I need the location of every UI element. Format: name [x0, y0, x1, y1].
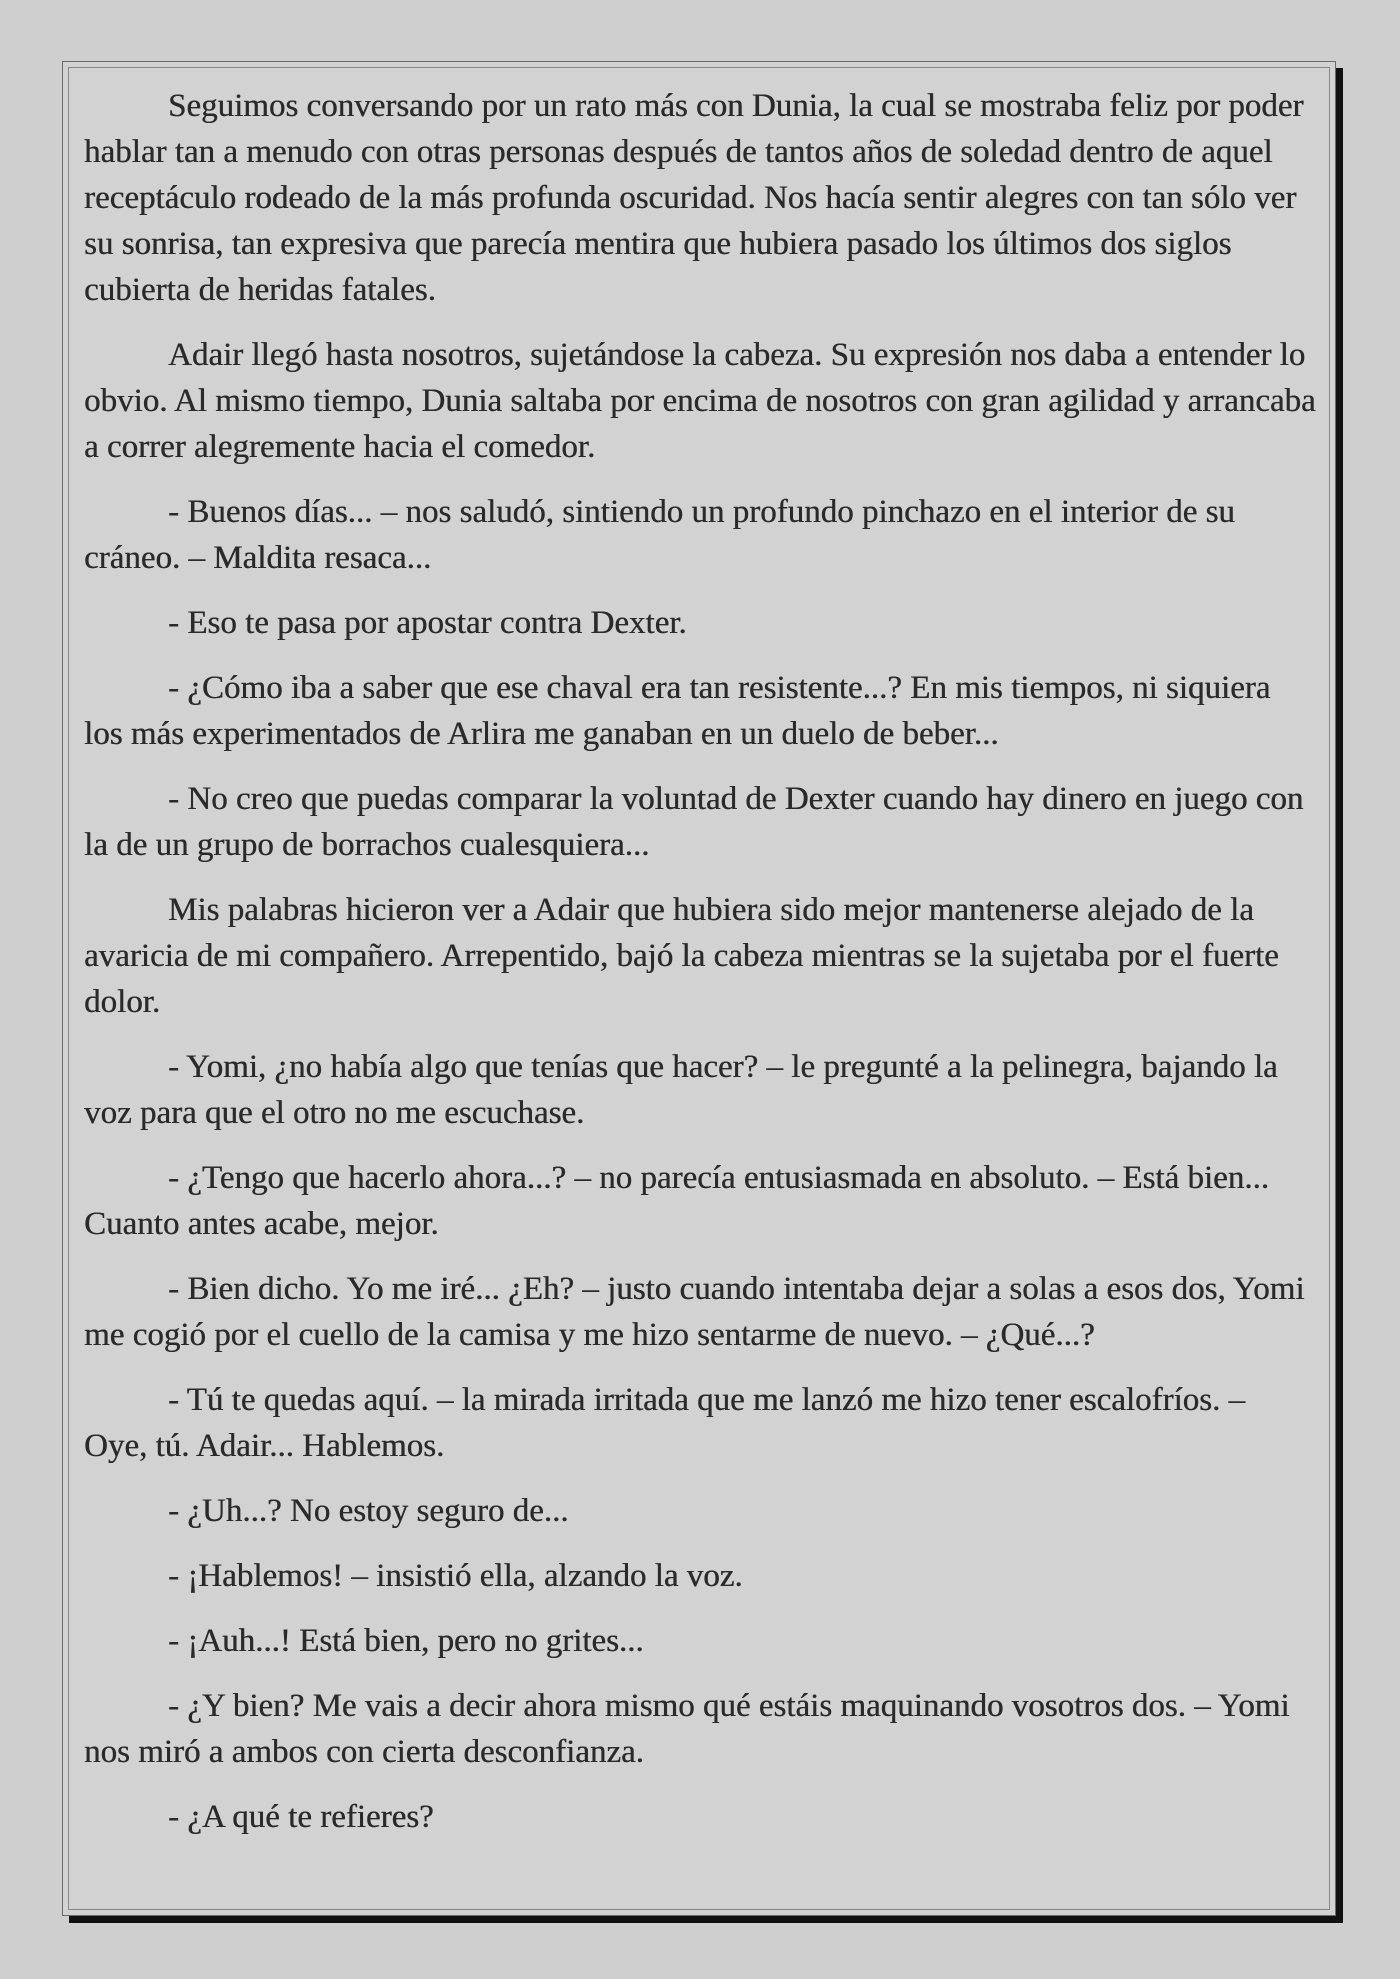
paragraph: Adair llegó hasta nosotros, sujetándose la cabeza. Su expresión nos daba a entender lo obvio. Al mismo tiempo, Dunia saltaba por encima de nosotros con gran agilidad y arrancaba a correr alegremente hacia el comedor.: [84, 337, 1316, 465]
dialogue-line: - ¿Cómo iba a saber que ese chaval era tan resistente...? En mis tiempos, ni siquiera los más experimentados de Arlira me ganaban en un duelo de beber...: [84, 670, 1271, 752]
dialogue-line: - Eso te pasa por apostar contra Dexter.: [168, 605, 687, 641]
dialogue-line: - ¿Uh...? No estoy seguro de...: [168, 1493, 569, 1529]
paragraph: Mis palabras hicieron ver a Adair que hubiera sido mejor mantenerse alejado de la avaricia de mi compañero. Arrepentido, bajó la cabeza mientras se la sujetaba por el fuerte dolor.: [84, 892, 1279, 1020]
document-body: [84, 83, 1316, 1859]
paragraph: Seguimos conversando por un rato más con Dunia, la cual se mostraba feliz por poder hablar tan a menudo con otras personas después de tantos años de soledad dentro de aquel receptáculo rodeado de la más profunda oscuridad. Nos hacía sentir alegres con tan sólo ver su sonrisa, tan expresiva que parecía mentira que hubiera pasado los últimos dos siglos cubierta de heridas fatales.: [84, 88, 1304, 308]
dialogue-line: - ¿Tengo que hacerlo ahora...? – no parecía entusiasmada en absoluto. – Está bien... Cuanto antes acabe, mejor.: [84, 1160, 1269, 1242]
dialogue-line: - ¡Hablemos! – insistió ella, alzando la voz.: [168, 1558, 743, 1594]
dialogue-line: - Bien dicho. Yo me iré... ¿Eh? – justo cuando intentaba dejar a solas a esos dos, Yomi me cogió por el cuello de la camisa y me hizo sentarme de nuevo. – ¿Qué...?: [84, 1271, 1305, 1353]
dialogue-line: - Buenos días... – nos saludó, sintiendo un profundo pinchazo en el interior de su cráneo. – Maldita resaca...: [84, 494, 1235, 576]
dialogue-line: - No creo que puedas comparar la voluntad de Dexter cuando hay dinero en juego con la de un grupo de borrachos cualesquiera...: [84, 781, 1304, 863]
dialogue-line: - ¡Auh...! Está bien, pero no grites...: [168, 1623, 644, 1659]
dialogue-line: - Yomi, ¿no había algo que tenías que hacer? – le pregunté a la pelinegra, bajando la voz para que el otro no me escuchase.: [84, 1049, 1278, 1131]
dialogue-line: - Tú te quedas aquí. – la mirada irritada que me lanzó me hizo tener escalofríos. – Oye, tú. Adair... Hablemos.: [84, 1382, 1245, 1464]
dialogue-line: - ¿Y bien? Me vais a decir ahora mismo qué estáis maquinando vosotros dos. – Yomi nos miró a ambos con cierta desconfianza.: [84, 1688, 1290, 1770]
dialogue-line: - ¿A qué te refieres?: [168, 1799, 434, 1835]
